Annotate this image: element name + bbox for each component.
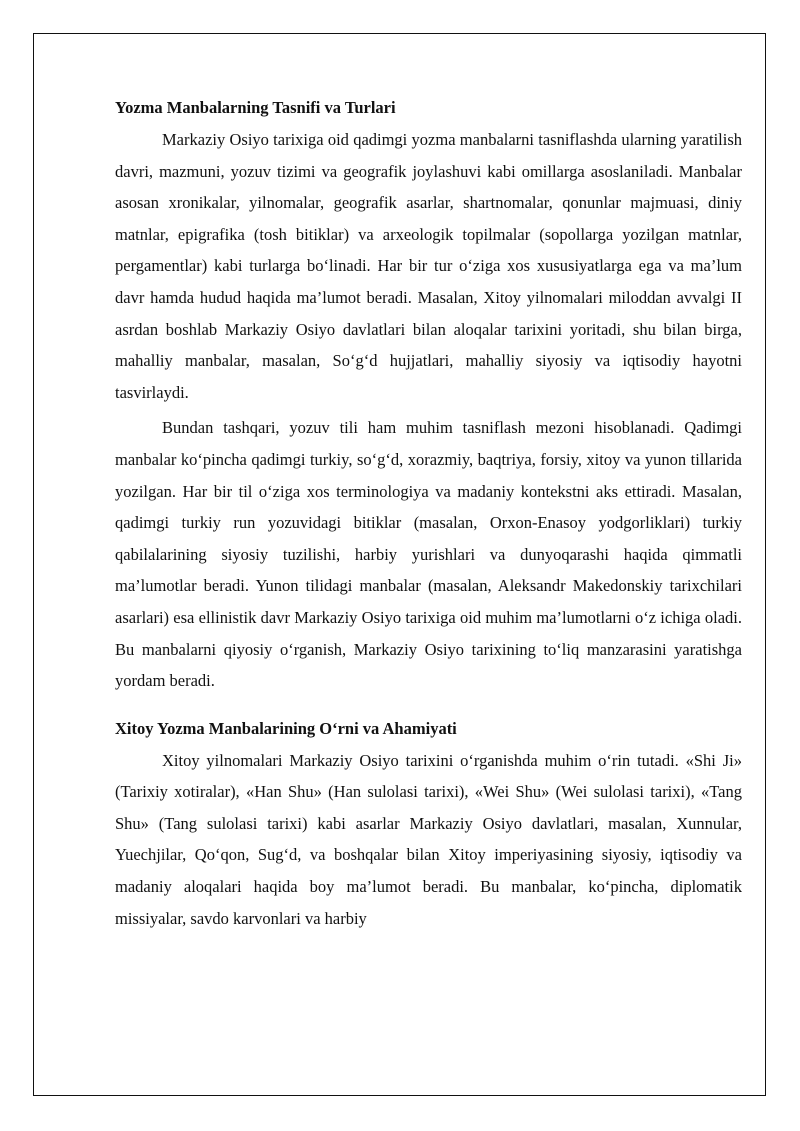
section-classification bbox=[115, 96, 742, 697]
paragraph: Xitoy yilnomalari Markaziy Osiyo tarixini o‘rganishda muhim o‘rin tutadi. «Shi Ji» (Tarixiy xotiralar), «Han Shu» (Han sulolasi tarixi), «Wei Shu» (Wei sulolasi tarixi), «Tang Shu» (Tang sulolasi tarixi) kabi asarlar Markaziy Osiyo davlatlari, masalan, Xunnular, Yuechjilar, Qo‘qon, Sug‘d, va boshqalar bilan Xitoy imperiyasining siyosiy, iqtisodiy va madaniy aloqalari haqida boy ma’lumot beradi. Bu manbalar, ko‘pincha, diplomatik missiyalar, savdo karvonlari va harbiy bbox=[115, 750, 742, 928]
paragraph: Bundan tashqari, yozuv tili ham muhim tasniflash mezoni hisoblanadi. Qadimgi manbalar ko‘pincha qadimgi turkiy, so‘g‘d, xorazmiy, baqtriya, forsiy, xitoy va yunon tillarida yozilgan. Har bir til o‘ziga xos terminologiya va madaniy kontekstni aks ettiradi. Masalan, qadimgi turkiy run yozuvidagi bitiklar (masalan, Orxon-Enasoy yodgorliklari) turkiy qabilalarining siyosiy tuzilishi, harbiy yurishlari va dunyoqarashi haqida qimmatli ma’lumotlar beradi. Yunon tilidagi manbalar (masalan, Aleksandr Makedonskiy tarixchilari asarlari) esa ellinistik davr Markaziy Osiyo tarixiga oid muhim ma’lumotlarni o‘z ichiga oladi. Bu manbalarni qiyosiy o‘rganish, Markaziy Osiyo tarixining to‘liq manzarasini yaratishga yordam beradi. bbox=[115, 418, 742, 691]
paragraph: Markaziy Osiyo tarixiga oid qadimgi yozma manbalarni tasniflashda ularning yaratilish davri, mazmuni, yozuv tizimi va geografik joylashuvi kabi omillarga asoslaniladi. Manbalar asosan xronikalar, yilnomalar, geografik asarlar, shartnomalar, qonunlar majmuasi, diniy matnlar, epigrafika (tosh bitiklar) va arxeologik topilmalar (sopollarga yozilgan matnlar, pergamentlar) kabi turlarga bo‘linadi. Har bir tur o‘ziga xos xususiyatlarga ega va ma’lum davr hamda hudud haqida ma’lumot beradi. Masalan, Xitoy yilnomalari miloddan avvalgi II asrdan boshlab Markaziy Osiyo davlatlari bilan aloqalar tarixini yoritadi, shu bilan birga, mahalliy manbalar, masalan, So‘g‘d hujjatlari, mahalliy siyosiy va iqtisodiy hayotni tasvirlaydi. bbox=[115, 130, 742, 402]
section-heading: Yozma Manbalarning Tasnifi va Turlari bbox=[115, 98, 396, 117]
document-body bbox=[115, 96, 742, 938]
section-heading: Xitoy Yozma Manbalarining O‘rni va Ahamiyati bbox=[115, 718, 457, 738]
section-chinese-sources bbox=[115, 717, 742, 935]
